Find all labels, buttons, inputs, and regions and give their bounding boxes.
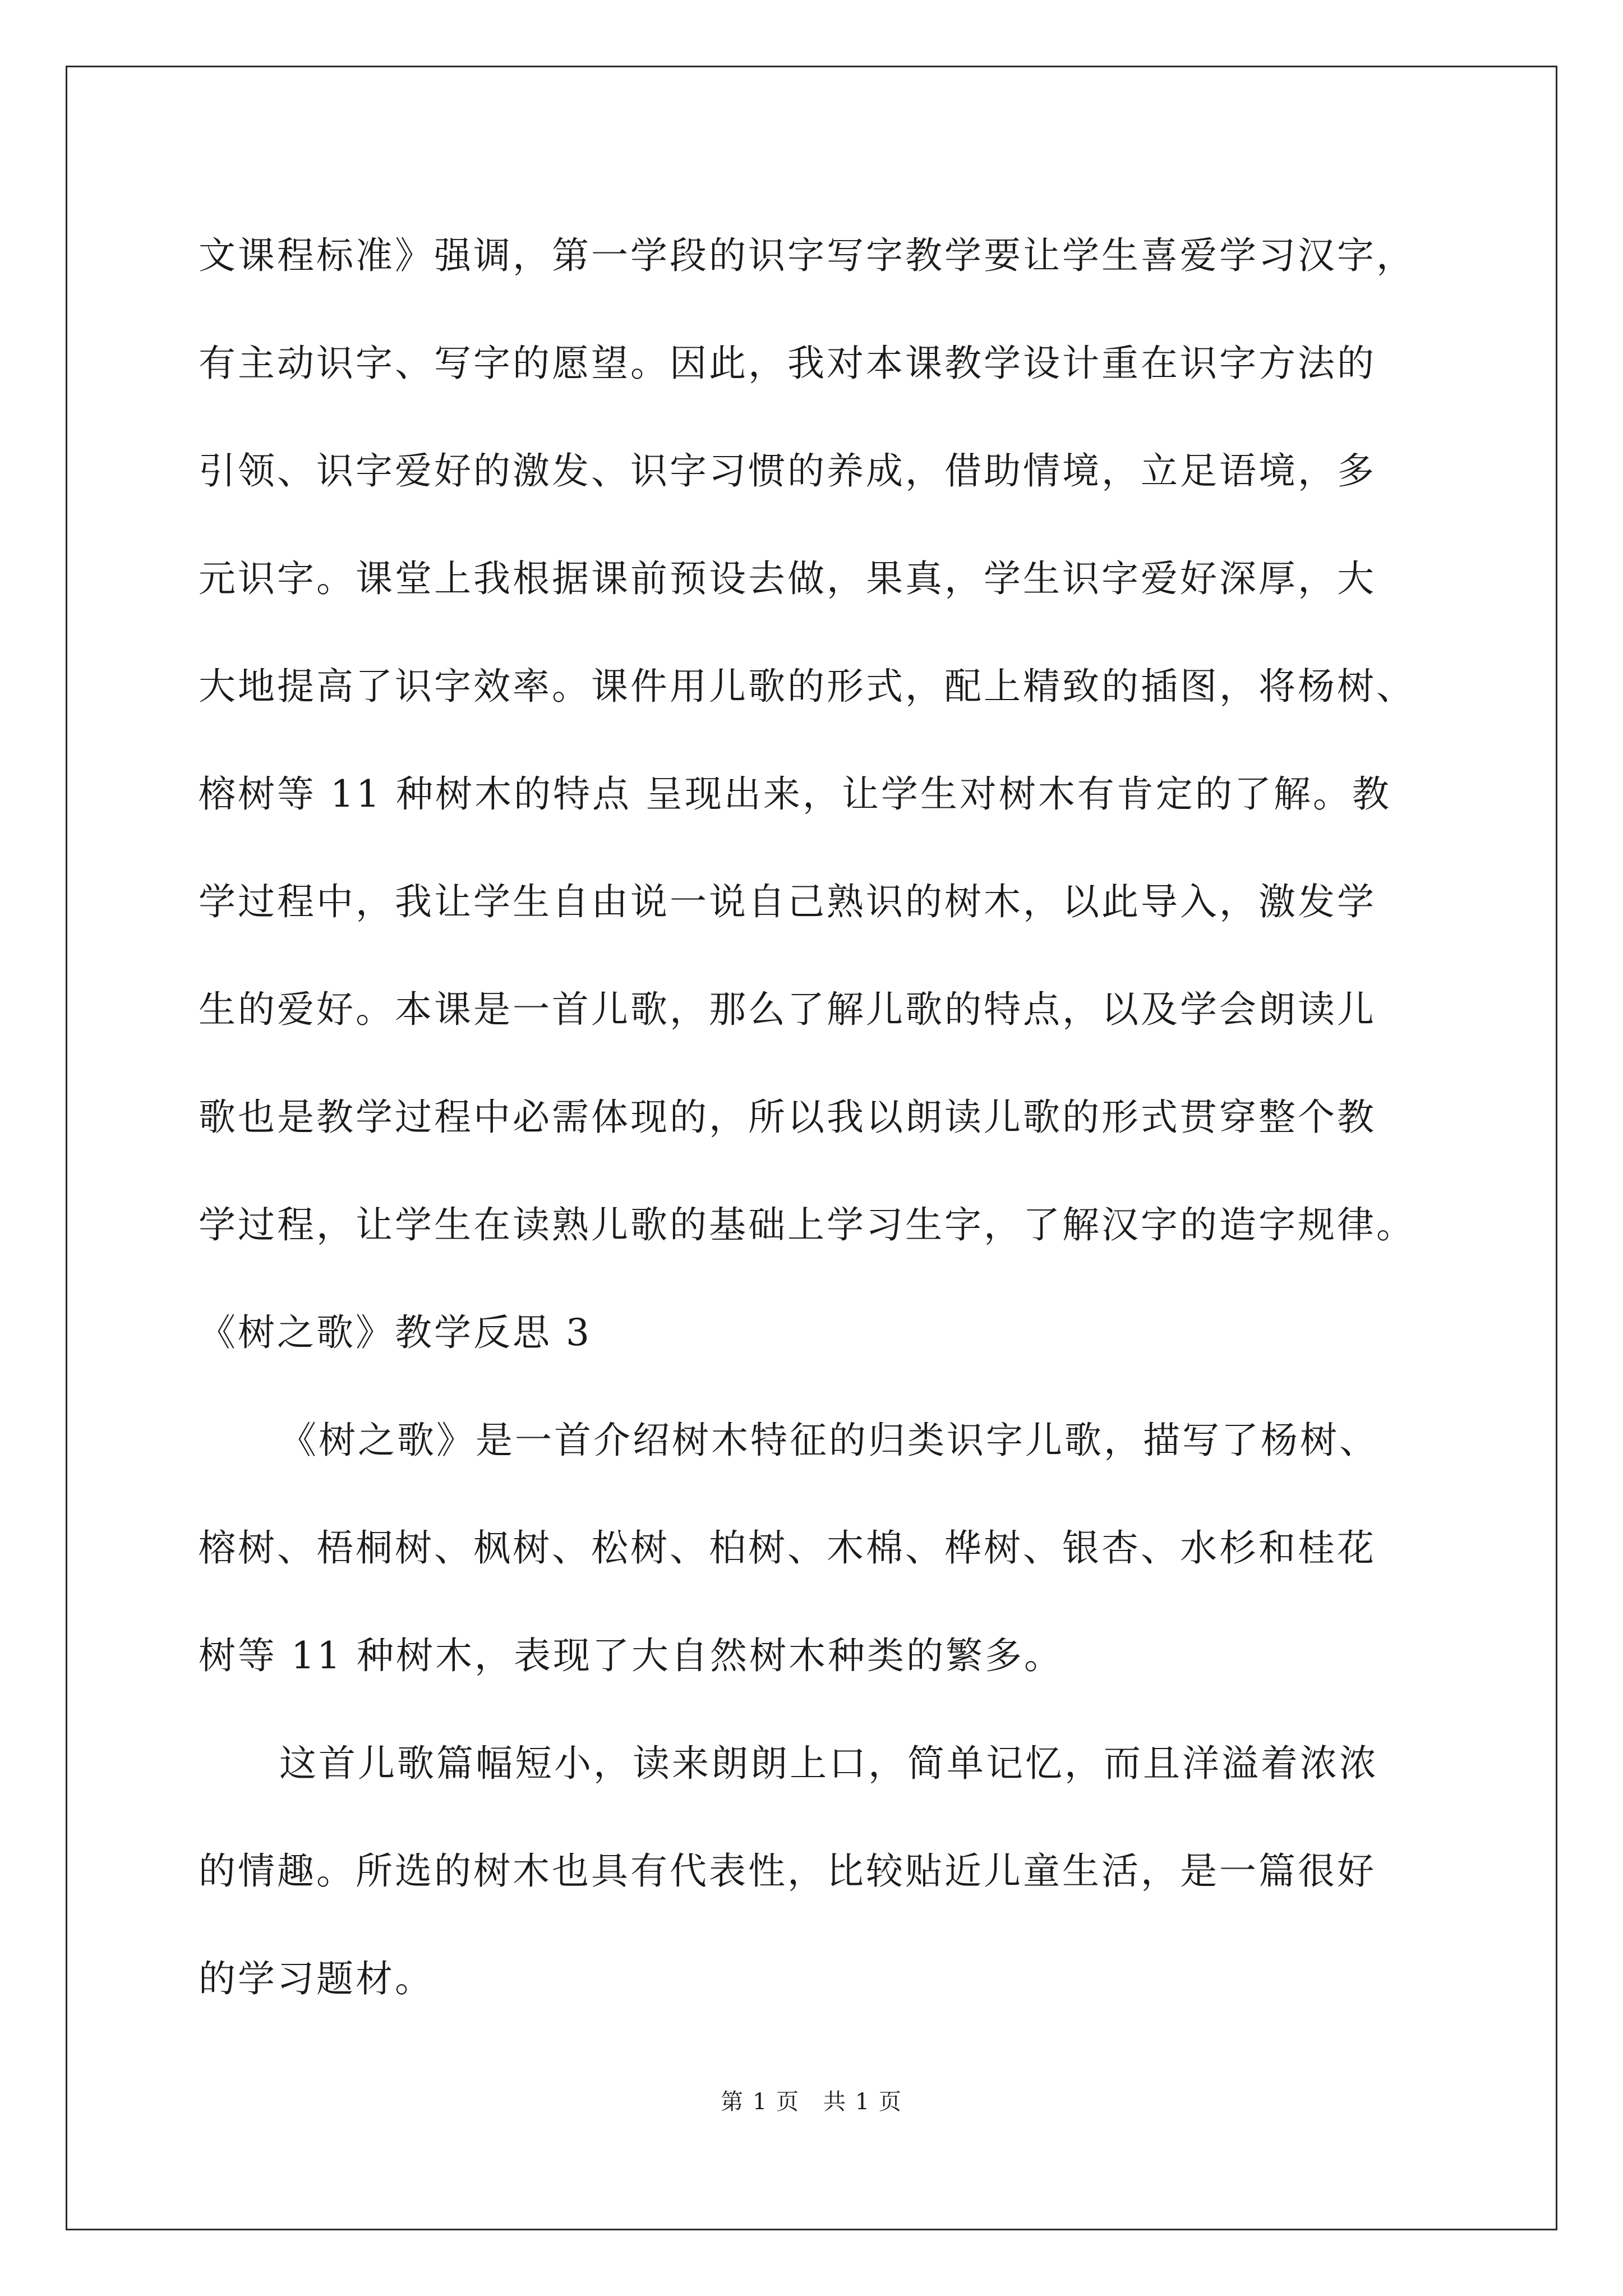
paragraph-start-line: 这首儿歌篇幅短小，读来朗朗上口，简单记忆，而且洋溢着浓浓 (279, 1742, 1378, 1785)
section-heading: 《树之歌》教学反思 3 (199, 1311, 592, 1354)
text-line: 歌也是教学过程中必需体现的，所以我以朗读儿歌的形式贯穿整个教 (199, 1096, 1376, 1139)
text-line: 学过程，让学生在读熟儿歌的基础上学习生字，了解汉字的造字规律。 (199, 1203, 1415, 1246)
text-line: 树等 11 种树木，表现了大自然树木种类的繁多。 (199, 1634, 1063, 1677)
text-line: 生的爱好。本课是一首儿歌，那么了解儿歌的特点，以及学会朗读儿 (199, 988, 1376, 1031)
text-line: 学过程中，我让学生自由说一说自己熟识的树木，以此导入，激发学 (199, 880, 1376, 923)
text-line: 榕树、梧桐树、枫树、松树、柏树、木棉、桦树、银杏、水杉和桂花 (199, 1526, 1376, 1570)
text-line: 引领、识字爱好的激发、识字习惯的养成，借助情境，立足语境，多 (199, 449, 1376, 493)
text-line: 有主动识字、写字的愿望。因此，我对本课教学设计重在识字方法的 (199, 342, 1376, 385)
text-line: 的情趣。所选的树木也具有代表性，比较贴近儿童生活，是一篇很好 (199, 1849, 1376, 1893)
text-line: 榕树等 11 种树木的特点 呈现出来，让学生对树木有肯定的了解。教 (199, 772, 1391, 816)
document-body (199, 202, 1449, 2033)
text-line: 文课程标准》强调，第一学段的识字写字教学要让学生喜爱学习汉字， (199, 234, 1415, 277)
page-number-footer: 第 1 页 共 1 页 (721, 2089, 902, 2115)
text-line: 的学习题材。 (199, 1957, 434, 2000)
paragraph-start-line: 《树之歌》是一首介绍树木特征的归类识字儿歌，描写了杨树、 (279, 1419, 1378, 1462)
text-line: 大地提高了识字效率。课件用儿歌的形式，配上精致的插图，将杨树、 (199, 665, 1415, 708)
text-line: 元识字。课堂上我根据课前预设去做，果真，学生识字爱好深厚，大 (199, 557, 1376, 600)
